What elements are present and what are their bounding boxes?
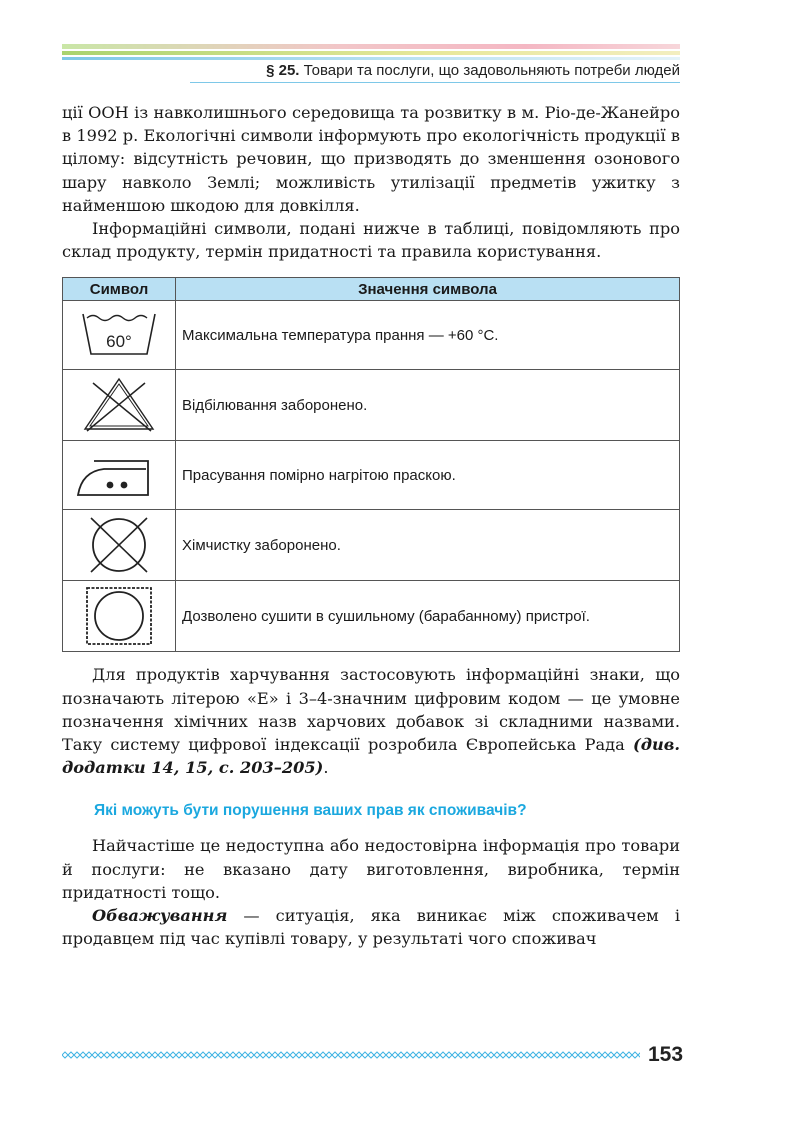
paragraph-3-end: . [323,758,329,778]
symbol-cell [63,441,176,510]
symbol-cell [63,510,176,581]
tumble-dry-icon [79,585,159,647]
symbol-meaning: Хімчистку заборонено. [176,510,680,581]
symbol-meaning: Відбілювання заборонено. [176,370,680,441]
paragraph-5-text: — ситуація, яка виникає між споживачем і продавцем під час купівлі товару, у результаті чого споживач [62,906,680,949]
term-obvazhuvannya: Обважування [92,906,228,926]
appendix-reference: (див. додатки 14, 15, с. 203–205) [62,735,680,778]
no-dry-clean-icon [79,514,159,576]
table-header-symbol: Символ [63,278,176,301]
paragraph-5 [62,904,680,950]
iron-two-dots-icon [74,447,164,503]
symbol-meaning: Прасування помірно нагрітою праскою. [176,441,680,510]
symbol-meaning: Дозволено сушити в сушильному (барабанному) пристрої. [176,581,680,652]
paragraph-4: Найчастіше це недоступна або недостовірна інформація про товари й послуги: не вказано дату виготовлення, виробника, термін придатності тощо. [62,836,680,902]
running-head [190,62,680,83]
no-bleach-icon [79,375,159,435]
symbol-cell [63,581,176,652]
symbol-meaning: Максимальна температура прання — +60 °С. [176,301,680,370]
table-row [63,370,680,441]
paragraph-3 [62,663,680,779]
paragraph-2: Інформаційні символи, подані нижче в таблиці, повідомляють про склад продукту, термін придатності та правила користування. [62,219,680,262]
table-row [63,441,680,510]
table-header-meaning: Значення символа [176,278,680,301]
paragraph-1: ції ООН із навколишнього середовища та розвитку в м. Ріо-де-Жанейро в 1992 р. Екологічні символи інформують про екологічність продукції в цілому: відсутність речовин, що призводять до зменшення озонового шару навколо Землі; можливість утилізації предметів ужитку з найменшою шкодою для довкілля. [62,103,680,215]
paragraph-3-main: Для продуктів харчування застосовують інформаційні знаки, що позначають літерою «Е» і 3–4-значним цифровим кодом — це умовне позначення хімічних назв харчових добавок зі складними назвами. Таку систему цифрової індексації розробила Європейська Рада [62,665,680,755]
section-number: § 25. [266,62,300,79]
footer-decoration [62,1050,640,1060]
table-row [63,301,680,370]
wash-temperature-label: 60° [106,332,132,352]
table-row [63,510,680,581]
page-body [62,101,680,950]
symbol-cell [63,301,176,370]
symbol-cell [63,370,176,441]
section-question-heading: Які можуть бути порушення ваших прав як споживачів? [94,802,527,820]
symbols-table [62,277,680,652]
section-title: Товари та послуги, що задовольняють потреби людей [303,62,680,79]
header-decoration [62,44,680,64]
page-number: 153 [648,1043,684,1066]
table-row [63,581,680,652]
wash-60-icon [79,308,159,362]
